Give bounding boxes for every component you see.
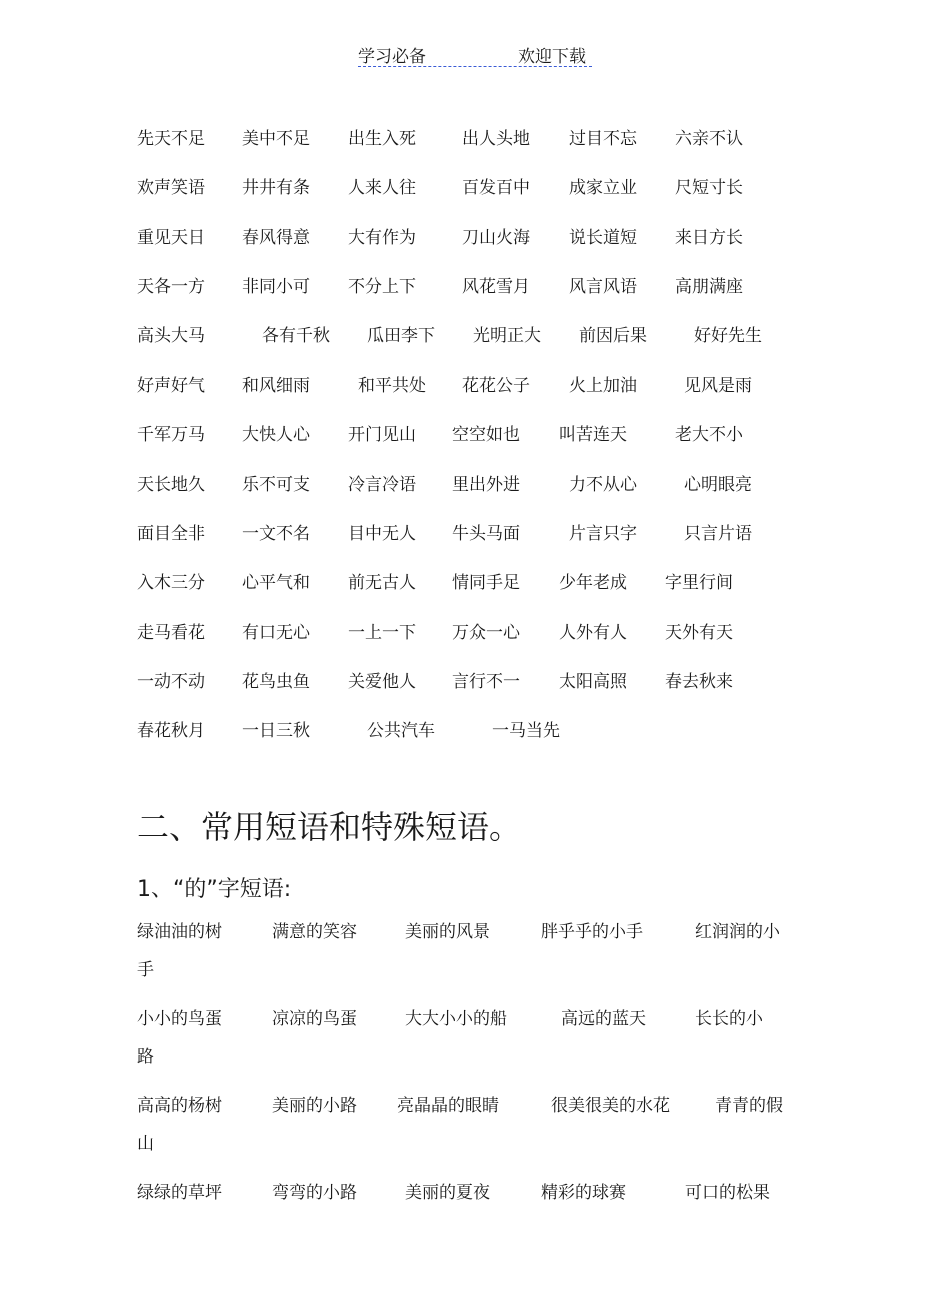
idiom-item: 公共汽车 <box>367 721 435 741</box>
idiom-item: 风花雪月 <box>462 277 530 297</box>
idiom-item: 天各一方 <box>137 277 205 297</box>
idiom-item: 刀山火海 <box>462 228 530 248</box>
phrase-item: 绿油油的树 <box>137 922 222 942</box>
idiom-item: 片言只字 <box>569 524 637 544</box>
idiom-item: 冷言冷语 <box>348 475 416 495</box>
idiom-item: 天长地久 <box>137 475 205 495</box>
idiom-item: 美中不足 <box>242 129 310 149</box>
idiom-item: 里出外进 <box>452 475 520 495</box>
idiom-item: 千军万马 <box>137 425 205 445</box>
idiom-item: 说长道短 <box>569 228 637 248</box>
idiom-item: 不分上下 <box>348 277 416 297</box>
phrase-wrap-text: 路 <box>137 1047 154 1067</box>
idiom-item: 走马看花 <box>137 623 205 643</box>
idiom-item: 力不从心 <box>569 475 637 495</box>
sub-title: 1、“的”字短语: <box>137 877 292 902</box>
phrase-item: 精彩的球赛 <box>541 1183 626 1203</box>
idiom-item: 太阳高照 <box>559 672 627 692</box>
phrase-item: 可口的松果 <box>685 1183 770 1203</box>
idiom-item: 面目全非 <box>137 524 205 544</box>
phrase-item: 满意的笑容 <box>272 922 357 942</box>
header-right: 欢迎下载 <box>518 47 586 67</box>
phrase-wrap-text: 手 <box>137 960 154 980</box>
idiom-item: 只言片语 <box>684 524 752 544</box>
idiom-item: 一日三秋 <box>242 721 310 741</box>
idiom-item: 空空如也 <box>452 425 520 445</box>
phrase-wrap-text: 山 <box>137 1134 154 1154</box>
section-title: 二、常用短语和特殊短语。 <box>137 808 522 846</box>
phrase-item: 亮晶晶的眼睛 <box>397 1096 499 1116</box>
idiom-item: 言行不一 <box>452 672 520 692</box>
phrase-item: 长长的小 <box>695 1009 763 1029</box>
idiom-item: 尺短寸长 <box>675 178 743 198</box>
idiom-item: 入木三分 <box>137 573 205 593</box>
idiom-item: 和风细雨 <box>242 376 310 396</box>
idiom-item: 天外有天 <box>665 623 733 643</box>
idiom-item: 一动不动 <box>137 672 205 692</box>
idiom-item: 各有千秋 <box>262 326 330 346</box>
idiom-item: 风言风语 <box>569 277 637 297</box>
idiom-item: 乐不可支 <box>242 475 310 495</box>
phrase-item: 绿绿的草坪 <box>137 1183 222 1203</box>
page-header <box>358 40 592 67</box>
idiom-item: 非同小可 <box>242 277 310 297</box>
phrase-item: 很美很美的水花 <box>551 1096 670 1116</box>
idiom-item: 花花公子 <box>462 376 530 396</box>
idiom-item: 高朋满座 <box>675 277 743 297</box>
idiom-item: 前因后果 <box>579 326 647 346</box>
idiom-item: 先天不足 <box>137 129 205 149</box>
idiom-item: 出生入死 <box>348 129 416 149</box>
idiom-item: 叫苦连天 <box>559 425 627 445</box>
idiom-item: 人来人往 <box>348 178 416 198</box>
idiom-item: 重见天日 <box>137 228 205 248</box>
idiom-item: 出人头地 <box>462 129 530 149</box>
idiom-item: 高头大马 <box>137 326 205 346</box>
idiom-item: 大快人心 <box>242 425 310 445</box>
idiom-item: 欢声笑语 <box>137 178 205 198</box>
idiom-item: 春风得意 <box>242 228 310 248</box>
phrase-item: 胖乎乎的小手 <box>541 922 643 942</box>
phrase-item: 凉凉的鸟蛋 <box>272 1009 357 1029</box>
idiom-item: 人外有人 <box>559 623 627 643</box>
idiom-item: 一马当先 <box>492 721 560 741</box>
phrase-item: 小小的鸟蛋 <box>137 1009 222 1029</box>
idiom-item: 目中无人 <box>348 524 416 544</box>
idiom-item: 井井有条 <box>242 178 310 198</box>
idiom-item: 一文不名 <box>242 524 310 544</box>
idiom-item: 牛头马面 <box>452 524 520 544</box>
idiom-item: 百发百中 <box>462 178 530 198</box>
idiom-item: 一上一下 <box>348 623 416 643</box>
idiom-item: 少年老成 <box>559 573 627 593</box>
idiom-item: 万众一心 <box>452 623 520 643</box>
idiom-item: 开门见山 <box>348 425 416 445</box>
idiom-item: 火上加油 <box>569 376 637 396</box>
phrase-item: 弯弯的小路 <box>272 1183 357 1203</box>
idiom-item: 春花秋月 <box>137 721 205 741</box>
idiom-item: 见风是雨 <box>684 376 752 396</box>
idiom-item: 过目不忘 <box>569 129 637 149</box>
idiom-item: 老大不小 <box>675 425 743 445</box>
idiom-item: 和平共处 <box>358 376 426 396</box>
phrase-item: 大大小小的船 <box>405 1009 507 1029</box>
idiom-item: 大有作为 <box>348 228 416 248</box>
idiom-item: 有口无心 <box>242 623 310 643</box>
phrase-item: 红润润的小 <box>695 922 780 942</box>
idiom-item: 光明正大 <box>473 326 541 346</box>
phrase-item: 高远的蓝天 <box>561 1009 646 1029</box>
idiom-item: 瓜田李下 <box>367 326 435 346</box>
phrase-item: 青青的假 <box>715 1096 783 1116</box>
idiom-item: 关爱他人 <box>348 672 416 692</box>
phrase-item: 高高的杨树 <box>137 1096 222 1116</box>
idiom-item: 前无古人 <box>348 573 416 593</box>
idiom-item: 成家立业 <box>569 178 637 198</box>
idiom-item: 心平气和 <box>242 573 310 593</box>
phrase-item: 美丽的风景 <box>405 922 490 942</box>
phrase-item: 美丽的夏夜 <box>405 1183 490 1203</box>
idiom-item: 情同手足 <box>452 573 520 593</box>
idiom-item: 好好先生 <box>694 326 762 346</box>
idiom-item: 好声好气 <box>137 376 205 396</box>
idiom-item: 心明眼亮 <box>684 475 752 495</box>
idiom-item: 花鸟虫鱼 <box>242 672 310 692</box>
phrase-item: 美丽的小路 <box>272 1096 357 1116</box>
header-left: 学习必备 <box>358 47 426 67</box>
idiom-item: 六亲不认 <box>675 129 743 149</box>
idiom-item: 字里行间 <box>665 573 733 593</box>
idiom-item: 春去秋来 <box>665 672 733 692</box>
idiom-item: 来日方长 <box>675 228 743 248</box>
